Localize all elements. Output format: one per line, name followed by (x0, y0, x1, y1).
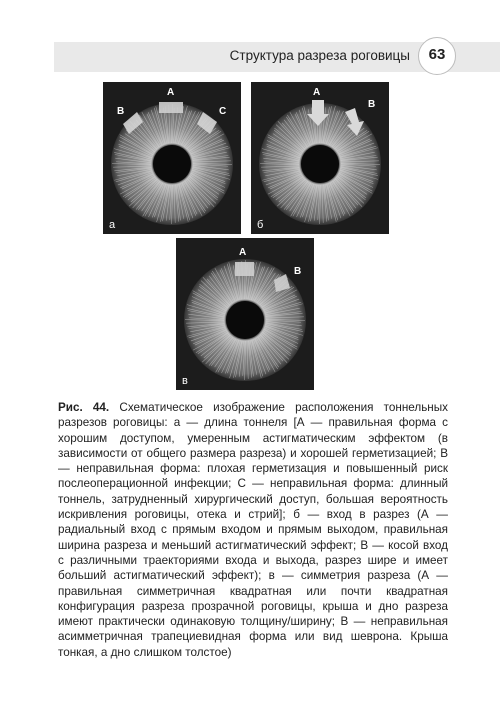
symmetric-incision-marker (235, 262, 254, 276)
panel-label: б (257, 219, 264, 231)
pupil (226, 301, 264, 339)
figure-panel-c (176, 238, 314, 390)
pupil (301, 145, 339, 183)
panel-label: в (182, 375, 188, 387)
incision-marker-a (159, 102, 183, 113)
panel-label: а (109, 219, 116, 231)
marker-label-c: С (219, 106, 227, 117)
marker-label-b: В (294, 266, 302, 277)
figure-caption (58, 400, 448, 660)
marker-label-a: А (313, 87, 321, 98)
iris-image-c (176, 238, 314, 390)
pupil (153, 145, 191, 183)
caption-lead: Рис. 44. (58, 401, 110, 414)
iris-image-a (103, 82, 241, 234)
figure-panel-a (103, 82, 241, 234)
page-number: 63 (428, 46, 446, 63)
marker-label-b: В (117, 106, 125, 117)
marker-label-b: В (368, 99, 376, 110)
figure-panel-b (251, 82, 389, 234)
marker-label-a: А (167, 87, 175, 98)
caption-text: Схематическое изображение расположения тоннельных разрезов роговицы: а — длина тоннеля [А — правильная форма с хорошим доступом, умеренным астигматическим эффектом (в зависимости от общего размера разреза) и хорошей герметизацией; В — неправильная форма: плохая герметизация и повышенный риск послеоперационной инфекции; С — неправильная форма: длинный тоннель, затрудненный хирургический доступ, большая вероятность искривления роговицы, отека и стрий]; б — вход в разрез (А — радиальный вход с прямым входом и прямым выходом, правильная ширина разреза и меньший астигматический эффект; В — косой вход с различными траекториями входа и выхода, разрез шире и имеет больший астигматический эффект); в — симметрия разреза (А — правильная симметричная квадратная или почти квадратная конфигурация разреза прозрачной роговицы, крыша и дно разреза имеют практически одинаковую толщину/ширину; В — неправильная асимметричная трапециевидная форма или вид шеврона. Крыша тонкая, а дно слишком толстое) (58, 401, 448, 659)
marker-label-a: А (239, 247, 247, 258)
iris-image-b (251, 82, 389, 234)
running-header-title: Структура разреза роговицы (229, 48, 410, 63)
